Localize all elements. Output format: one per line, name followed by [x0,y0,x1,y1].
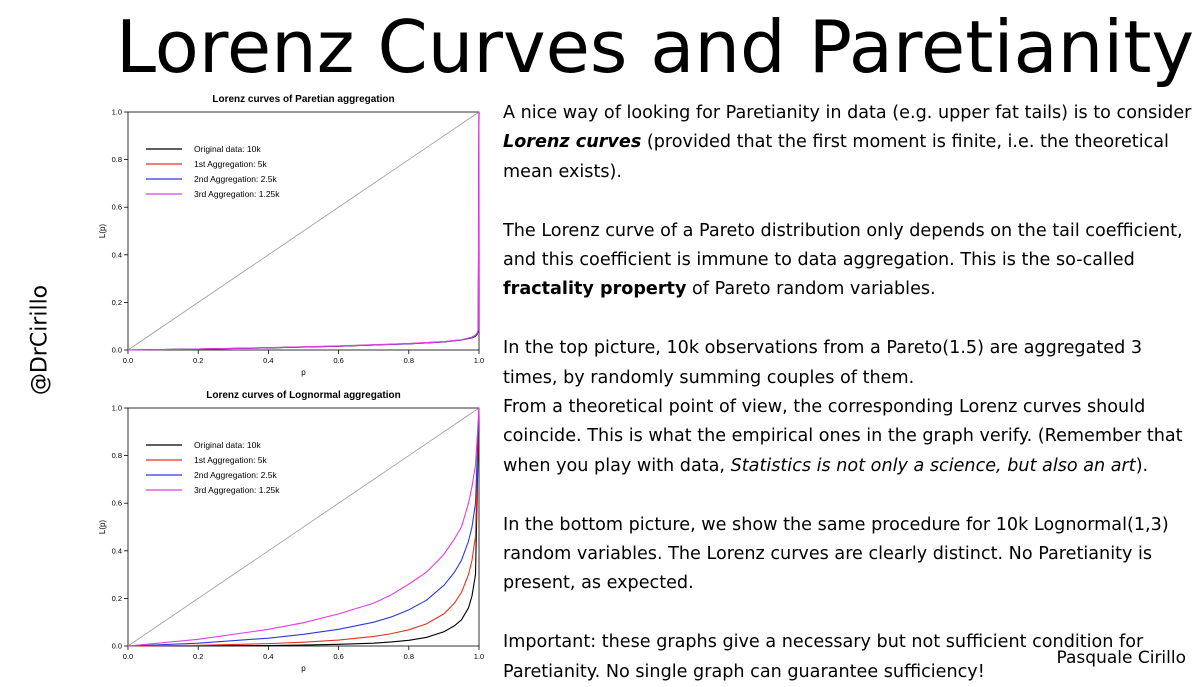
y-tick-label: 0.6 [111,498,122,508]
equality-line [128,112,479,350]
paragraph-text: Important: these graphs give a necessary but not sufficient condition for Paretianity. No single graph can guarantee sufficiency! [503,632,1144,682]
legend-label-1: Original data: 10k [194,144,261,154]
emphasis-statistics-art: Statistics is not only a science, but also an art [730,455,1136,476]
x-tick-label: 0.4 [263,652,274,661]
paragraph-text: From a theoretical point of view, the corresponding Lorenz curves should coincide. This is what the empirical ones in the graph verify. (Remember that when you play with data, [503,397,1183,476]
y-tick-label: 0.0 [111,641,122,651]
lognormal-lorenz-chart [88,384,493,674]
x-tick-label: 0.8 [403,356,415,365]
explanation-text [503,99,1193,687]
paragraph-text: (provided that the first moment is finite, i.e. the theoretical mean exists). [503,132,1169,182]
y-axis-label: L(p) [98,519,107,535]
x-tick-label: 0.6 [333,652,344,661]
paragraph-text: The Lorenz curve of a Pareto distribution only depends on the tail coefficient, and this coefficient is immune to data aggregation. This is the so-called [503,220,1183,271]
paragraph-bottom-picture [503,511,1193,599]
paragraph-top-picture [503,334,1193,481]
equality-line [128,408,479,646]
x-axis-label: p [301,664,306,673]
legend-label-2: 1st Aggregation: 5k [194,159,267,169]
y-tick-label: 0.8 [111,155,122,165]
paretian-lorenz-svg [88,88,493,378]
chart-title: Lorenz curves of Paretian aggregation [212,94,395,105]
legend-label-4: 3rd Aggregation: 1.25k [194,485,280,495]
y-tick-label: 0.4 [111,250,122,260]
emphasis-fractality-property: fractality property [503,279,687,300]
paragraph-text: ). [1135,455,1149,476]
paretian-lorenz-chart [88,88,493,378]
chart-title: Lorenz curves of Lognormal aggregation [206,390,401,401]
emphasis-lorenz-curves: Lorenz curves [503,132,642,153]
x-tick-label: 0.0 [122,652,134,661]
y-tick-label: 0.6 [111,202,122,212]
y-tick-label: 1.0 [111,403,122,413]
paragraph-fractality [503,217,1193,305]
y-tick-label: 0.2 [111,593,122,603]
x-tick-label: 0.2 [192,652,204,661]
page-title: Lorenz Curves and Paretianity [115,5,1195,89]
paragraph-text: of Pareto random variables. [686,279,936,300]
legend-label-3: 2nd Aggregation: 2.5k [194,174,277,184]
y-tick-label: 1.0 [111,107,122,117]
y-tick-label: 0.2 [111,297,122,307]
legend-label-3: 2nd Aggregation: 2.5k [194,470,277,480]
legend-label-2: 1st Aggregation: 5k [194,455,267,465]
paragraph-text: A nice way of looking for Paretianity in data (e.g. upper fat tails) is to consider [503,103,1192,123]
x-tick-label: 1.0 [473,356,485,365]
x-tick-label: 0.0 [122,356,134,365]
x-tick-label: 0.2 [192,356,204,365]
y-tick-label: 0.0 [111,345,122,355]
legend-label-1: Original data: 10k [194,440,261,450]
paragraph-text: In the top picture, 10k observations from a Pareto(1.5) are aggregated 3 times, by randomly summing couples of them. [503,338,1143,388]
y-tick-label: 0.8 [111,451,122,461]
y-tick-label: 0.4 [111,546,122,556]
y-axis-label: L(p) [98,223,107,239]
x-axis-label: p [301,368,306,377]
x-tick-label: 0.6 [333,356,344,365]
lognormal-lorenz-svg [88,384,493,674]
x-tick-label: 0.8 [403,652,415,661]
x-tick-label: 0.4 [263,356,274,365]
paragraph-lorenz-intro [503,99,1193,187]
legend-label-4: 3rd Aggregation: 1.25k [194,189,280,199]
x-tick-label: 1.0 [473,652,485,661]
author-name: Pasquale Cirillo [1056,648,1186,668]
author-handle-text: @DrCirillo [27,284,53,396]
paragraph-text: In the bottom picture, we show the same procedure for 10k Lognormal(1,3) random variables. The Lorenz curves are clearly distinct. No Paretianity is present, as expected. [503,514,1169,594]
